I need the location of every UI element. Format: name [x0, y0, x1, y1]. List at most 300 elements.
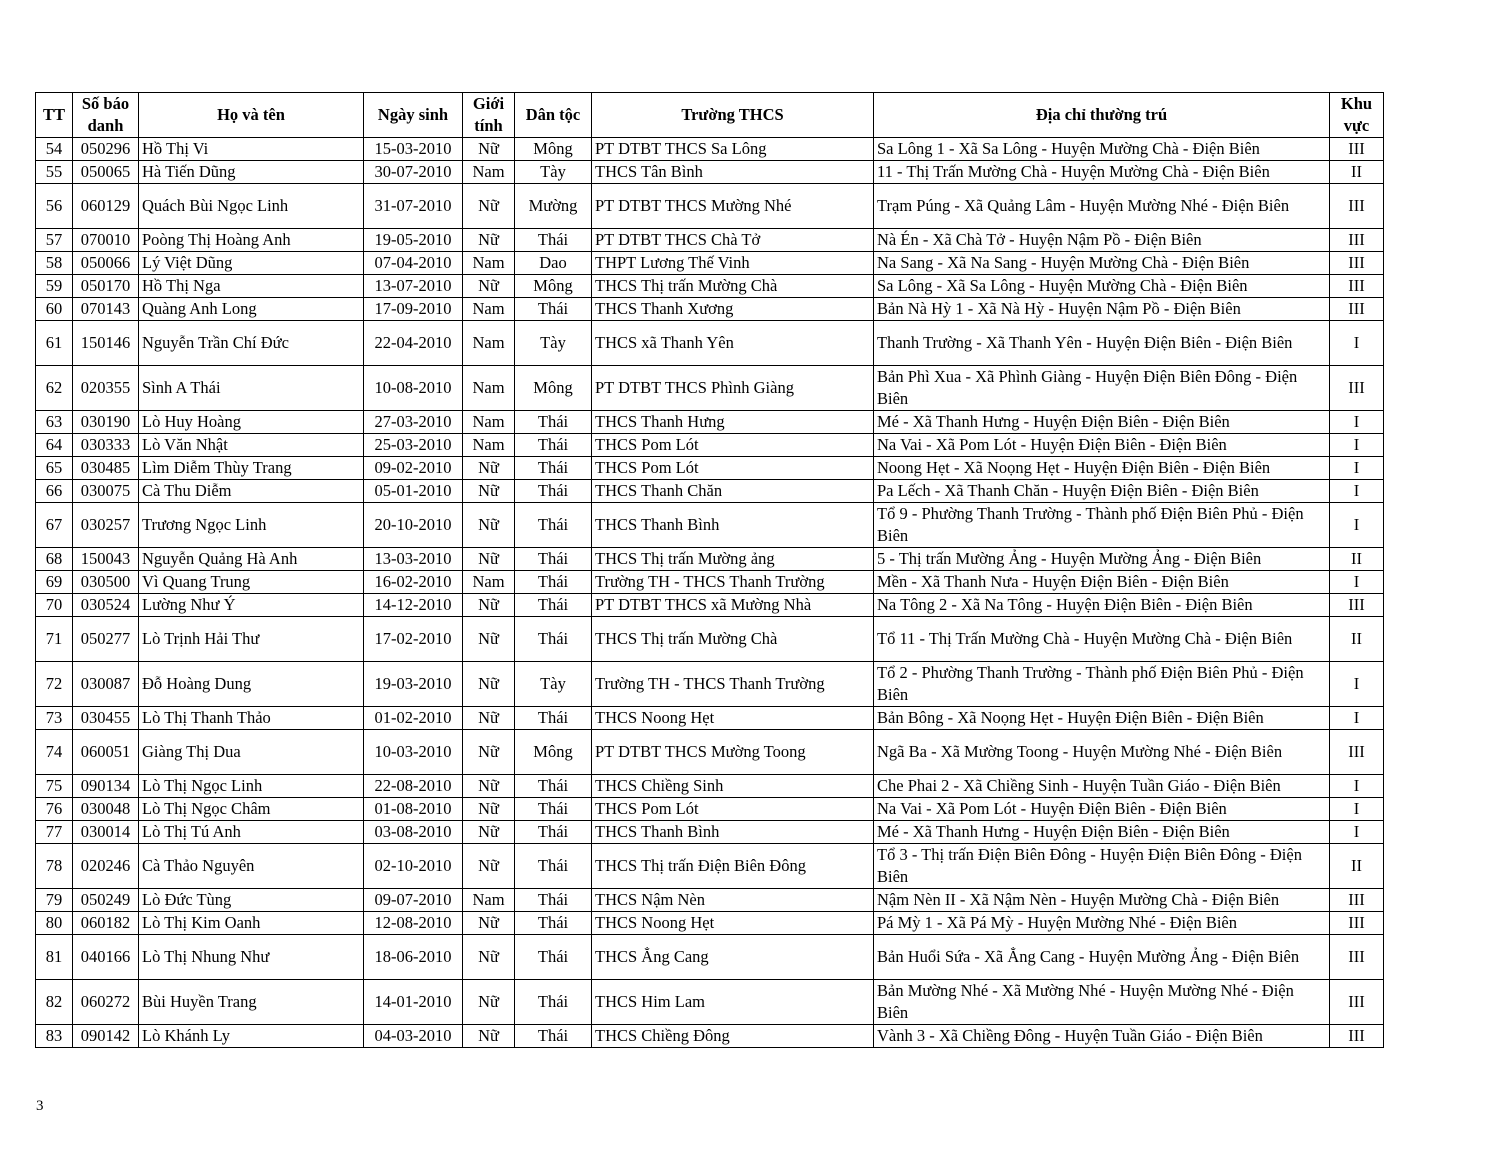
header-tt: TT [36, 93, 73, 138]
row-name: Nguyễn Quảng Hà Anh [139, 548, 364, 571]
row-ethnic: Thái [515, 503, 592, 548]
row-sbd: 030333 [73, 434, 139, 457]
row-tt: 64 [36, 434, 73, 457]
row-sbd: 090142 [73, 1025, 139, 1048]
row-sbd: 050065 [73, 161, 139, 184]
row-sbd: 030524 [73, 594, 139, 617]
row-tt: 79 [36, 889, 73, 912]
row-dob: 25-03-2010 [364, 434, 463, 457]
row-school: THCS Tân Bình [592, 161, 874, 184]
row-sbd: 020246 [73, 844, 139, 889]
row-address: Tổ 11 - Thị Trấn Mường Chà - Huyện Mường Chà - Điện Biên [874, 617, 1330, 662]
row-name: Quàng Anh Long [139, 298, 364, 321]
row-address: Thanh Trường - Xã Thanh Yên - Huyện Điện Biên - Điện Biên [874, 321, 1330, 366]
row-address: Tổ 9 - Phường Thanh Trường - Thành phố Điện Biên Phủ - Điện Biên [874, 503, 1330, 548]
table-row [36, 411, 1384, 434]
row-tt: 78 [36, 844, 73, 889]
row-gender: Nữ [463, 775, 515, 798]
row-tt: 82 [36, 980, 73, 1025]
row-gender: Nữ [463, 457, 515, 480]
row-sbd: 030048 [73, 798, 139, 821]
table-row [36, 662, 1384, 707]
row-school: Trường TH - THCS Thanh Trường [592, 662, 874, 707]
table-row [36, 730, 1384, 775]
row-area: III [1330, 298, 1384, 321]
row-school: PT DTBT THCS Mường Toong [592, 730, 874, 775]
row-school: Trường TH - THCS Thanh Trường [592, 571, 874, 594]
row-ethnic: Thái [515, 1025, 592, 1048]
row-address: Nậm Nèn II - Xã Nậm Nèn - Huyện Mường Chà - Điện Biên [874, 889, 1330, 912]
row-school: THCS Pom Lót [592, 434, 874, 457]
row-name: Sình A Thái [139, 366, 364, 411]
row-sbd: 030075 [73, 480, 139, 503]
table-row [36, 275, 1384, 298]
row-sbd: 030257 [73, 503, 139, 548]
row-sbd: 020355 [73, 366, 139, 411]
row-name: Hồ Thị Nga [139, 275, 364, 298]
row-tt: 66 [36, 480, 73, 503]
row-school: THCS Noong Hẹt [592, 707, 874, 730]
row-tt: 71 [36, 617, 73, 662]
row-address: Bản Huổi Sứa - Xã Ẳng Cang - Huyện Mường Ảng - Điện Biên [874, 935, 1330, 980]
row-sbd: 030014 [73, 821, 139, 844]
row-tt: 58 [36, 252, 73, 275]
row-ethnic: Tày [515, 161, 592, 184]
row-area: I [1330, 411, 1384, 434]
row-gender: Nam [463, 298, 515, 321]
row-name: Lò Thị Tú Anh [139, 821, 364, 844]
header-gender: Giới tính [463, 93, 515, 138]
row-ethnic: Thái [515, 821, 592, 844]
table-row [36, 980, 1384, 1025]
row-school: THCS Thanh Bình [592, 821, 874, 844]
row-tt: 80 [36, 912, 73, 935]
row-school: THCS Nậm Nèn [592, 889, 874, 912]
row-sbd: 030455 [73, 707, 139, 730]
row-name: Hà Tiến Dũng [139, 161, 364, 184]
row-school: THCS Noong Hẹt [592, 912, 874, 935]
table-row [36, 503, 1384, 548]
row-school: PT DTBT THCS Chà Tở [592, 229, 874, 252]
row-name: Lò Văn Nhật [139, 434, 364, 457]
row-school: PT DTBT THCS Phình Giàng [592, 366, 874, 411]
row-gender: Nữ [463, 844, 515, 889]
row-address: Mé - Xã Thanh Hưng - Huyện Điện Biên - Điện Biên [874, 821, 1330, 844]
row-ethnic: Thái [515, 571, 592, 594]
row-ethnic: Thái [515, 480, 592, 503]
row-address: Ngã Ba - Xã Mường Toong - Huyện Mường Nhé - Điện Biên [874, 730, 1330, 775]
row-dob: 22-08-2010 [364, 775, 463, 798]
row-sbd: 030190 [73, 411, 139, 434]
row-ethnic: Thái [515, 298, 592, 321]
row-address: Na Vai - Xã Pom Lót - Huyện Điện Biên - Điện Biên [874, 434, 1330, 457]
table-body [36, 138, 1384, 1048]
row-tt: 75 [36, 775, 73, 798]
row-tt: 76 [36, 798, 73, 821]
row-ethnic: Thái [515, 798, 592, 821]
row-area: III [1330, 275, 1384, 298]
row-gender: Nữ [463, 548, 515, 571]
row-name: Cà Thảo Nguyên [139, 844, 364, 889]
row-dob: 09-02-2010 [364, 457, 463, 480]
row-name: Poòng Thị Hoàng Anh [139, 229, 364, 252]
row-area: III [1330, 889, 1384, 912]
row-gender: Nữ [463, 229, 515, 252]
row-area: I [1330, 662, 1384, 707]
row-school: THCS Thị trấn Mường Chà [592, 275, 874, 298]
row-area: I [1330, 434, 1384, 457]
table-row [36, 229, 1384, 252]
row-dob: 14-01-2010 [364, 980, 463, 1025]
row-school: THCS Thanh Chăn [592, 480, 874, 503]
row-ethnic: Mông [515, 366, 592, 411]
row-school: THCS xã Thanh Yên [592, 321, 874, 366]
header-school: Trường THCS [592, 93, 874, 138]
table-row [36, 138, 1384, 161]
row-tt: 56 [36, 184, 73, 229]
row-sbd: 060051 [73, 730, 139, 775]
row-ethnic: Thái [515, 457, 592, 480]
table-row [36, 184, 1384, 229]
row-dob: 03-08-2010 [364, 821, 463, 844]
row-school: THCS Him Lam [592, 980, 874, 1025]
row-tt: 83 [36, 1025, 73, 1048]
row-area: III [1330, 980, 1384, 1025]
row-area: III [1330, 594, 1384, 617]
row-gender: Nữ [463, 275, 515, 298]
header-address: Địa chỉ thường trú [874, 93, 1330, 138]
row-gender: Nam [463, 434, 515, 457]
row-tt: 70 [36, 594, 73, 617]
row-tt: 60 [36, 298, 73, 321]
row-gender: Nữ [463, 184, 515, 229]
row-name: Lìm Diễm Thùy Trang [139, 457, 364, 480]
row-address: Bản Bông - Xã Noọng Hẹt - Huyện Điện Biên - Điện Biên [874, 707, 1330, 730]
row-tt: 72 [36, 662, 73, 707]
row-school: THCS Thị trấn Điện Biên Đông [592, 844, 874, 889]
row-ethnic: Tày [515, 321, 592, 366]
table-header-row [36, 93, 1384, 138]
row-sbd: 050249 [73, 889, 139, 912]
row-school: THCS Ẳng Cang [592, 935, 874, 980]
row-name: Vì Quang Trung [139, 571, 364, 594]
row-name: Lò Huy Hoàng [139, 411, 364, 434]
row-address: Tổ 2 - Phường Thanh Trường - Thành phố Điện Biên Phủ - Điện Biên [874, 662, 1330, 707]
row-ethnic: Thái [515, 434, 592, 457]
row-gender: Nữ [463, 594, 515, 617]
row-dob: 30-07-2010 [364, 161, 463, 184]
row-sbd: 070143 [73, 298, 139, 321]
row-address: Bản Mường Nhé - Xã Mường Nhé - Huyện Mường Nhé - Điện Biên [874, 980, 1330, 1025]
row-area: II [1330, 844, 1384, 889]
row-gender: Nam [463, 161, 515, 184]
row-address: Nà Én - Xã Chà Tở - Huyện Nậm Pồ - Điện Biên [874, 229, 1330, 252]
row-tt: 59 [36, 275, 73, 298]
row-dob: 31-07-2010 [364, 184, 463, 229]
row-ethnic: Thái [515, 889, 592, 912]
row-ethnic: Mường [515, 184, 592, 229]
row-tt: 67 [36, 503, 73, 548]
row-school: THCS Chiềng Sinh [592, 775, 874, 798]
table-row [36, 321, 1384, 366]
row-name: Lò Thị Ngọc Linh [139, 775, 364, 798]
row-tt: 77 [36, 821, 73, 844]
row-dob: 27-03-2010 [364, 411, 463, 434]
row-ethnic: Thái [515, 411, 592, 434]
row-dob: 17-02-2010 [364, 617, 463, 662]
row-gender: Nữ [463, 480, 515, 503]
row-dob: 22-04-2010 [364, 321, 463, 366]
table-row [36, 571, 1384, 594]
row-sbd: 070010 [73, 229, 139, 252]
row-sbd: 050170 [73, 275, 139, 298]
table-row [36, 434, 1384, 457]
row-gender: Nữ [463, 980, 515, 1025]
row-dob: 19-03-2010 [364, 662, 463, 707]
row-gender: Nữ [463, 1025, 515, 1048]
row-sbd: 030500 [73, 571, 139, 594]
row-area: III [1330, 935, 1384, 980]
row-area: I [1330, 457, 1384, 480]
row-school: THPT Lương Thế Vinh [592, 252, 874, 275]
row-tt: 65 [36, 457, 73, 480]
row-dob: 02-10-2010 [364, 844, 463, 889]
row-ethnic: Thái [515, 548, 592, 571]
row-dob: 10-03-2010 [364, 730, 463, 775]
row-area: I [1330, 480, 1384, 503]
table-row [36, 457, 1384, 480]
row-dob: 05-01-2010 [364, 480, 463, 503]
row-school: PT DTBT THCS Mường Nhé [592, 184, 874, 229]
table-row [36, 844, 1384, 889]
row-dob: 07-04-2010 [364, 252, 463, 275]
table-row [36, 889, 1384, 912]
table-row [36, 594, 1384, 617]
row-name: Lò Thị Kim Oanh [139, 912, 364, 935]
row-tt: 74 [36, 730, 73, 775]
row-sbd: 150043 [73, 548, 139, 571]
row-ethnic: Mông [515, 275, 592, 298]
row-sbd: 030087 [73, 662, 139, 707]
row-area: III [1330, 229, 1384, 252]
row-sbd: 050296 [73, 138, 139, 161]
row-address: Pá Mỳ 1 - Xã Pá Mỳ - Huyện Mường Nhé - Điện Biên [874, 912, 1330, 935]
row-ethnic: Thái [515, 935, 592, 980]
row-school: THCS Thị trấn Mường ảng [592, 548, 874, 571]
row-area: II [1330, 617, 1384, 662]
table-row [36, 912, 1384, 935]
row-name: Lý Việt Dũng [139, 252, 364, 275]
row-ethnic: Thái [515, 594, 592, 617]
row-area: III [1330, 912, 1384, 935]
row-ethnic: Tày [515, 662, 592, 707]
row-gender: Nữ [463, 798, 515, 821]
header-area: Khu vực [1330, 93, 1384, 138]
row-address: Na Sang - Xã Na Sang - Huyện Mường Chà - Điện Biên [874, 252, 1330, 275]
row-school: PT DTBT THCS xã Mường Nhà [592, 594, 874, 617]
row-ethnic: Thái [515, 912, 592, 935]
header-sbd: Số báo danh [73, 93, 139, 138]
row-school: THCS Chiềng Đông [592, 1025, 874, 1048]
row-ethnic: Thái [515, 980, 592, 1025]
row-tt: 73 [36, 707, 73, 730]
row-ethnic: Thái [515, 707, 592, 730]
row-sbd: 030485 [73, 457, 139, 480]
row-tt: 61 [36, 321, 73, 366]
row-dob: 14-12-2010 [364, 594, 463, 617]
row-name: Cà Thu Diễm [139, 480, 364, 503]
row-dob: 13-03-2010 [364, 548, 463, 571]
row-address: Na Tông 2 - Xã Na Tông - Huyện Điện Biên - Điện Biên [874, 594, 1330, 617]
row-address: Bản Phì Xua - Xã Phình Giàng - Huyện Điện Biên Đông - Điện Biên [874, 366, 1330, 411]
page-number: 3 [36, 1098, 44, 1114]
row-gender: Nữ [463, 138, 515, 161]
row-gender: Nam [463, 889, 515, 912]
row-gender: Nữ [463, 912, 515, 935]
row-name: Lò Đức Tùng [139, 889, 364, 912]
row-ethnic: Mông [515, 138, 592, 161]
row-name: Lường Như Ý [139, 594, 364, 617]
row-name: Hồ Thị Vi [139, 138, 364, 161]
row-tt: 69 [36, 571, 73, 594]
row-address: Noong Hẹt - Xã Noọng Hẹt - Huyện Điện Biên - Điện Biên [874, 457, 1330, 480]
row-address: Pa Lếch - Xã Thanh Chăn - Huyện Điện Biên - Điện Biên [874, 480, 1330, 503]
table-row [36, 480, 1384, 503]
row-gender: Nữ [463, 935, 515, 980]
row-ethnic: Thái [515, 617, 592, 662]
row-address: Na Vai - Xã Pom Lót - Huyện Điện Biên - Điện Biên [874, 798, 1330, 821]
row-name: Giàng Thị Dua [139, 730, 364, 775]
row-area: III [1330, 138, 1384, 161]
row-address: Trạm Púng - Xã Quảng Lâm - Huyện Mường Nhé - Điện Biên [874, 184, 1330, 229]
row-school: THCS Thị trấn Mường Chà [592, 617, 874, 662]
row-sbd: 060129 [73, 184, 139, 229]
row-tt: 54 [36, 138, 73, 161]
row-address: 11 - Thị Trấn Mường Chà - Huyện Mường Chà - Điện Biên [874, 161, 1330, 184]
row-school: THCS Pom Lót [592, 798, 874, 821]
row-address: Che Phai 2 - Xã Chiềng Sinh - Huyện Tuần Giáo - Điện Biên [874, 775, 1330, 798]
row-dob: 01-08-2010 [364, 798, 463, 821]
header-name: Họ và tên [139, 93, 364, 138]
row-address: Sa Lông 1 - Xã Sa Lông - Huyện Mường Chà - Điện Biên [874, 138, 1330, 161]
row-dob: 13-07-2010 [364, 275, 463, 298]
row-school: PT DTBT THCS Sa Lông [592, 138, 874, 161]
row-gender: Nữ [463, 730, 515, 775]
table-row [36, 798, 1384, 821]
row-dob: 17-09-2010 [364, 298, 463, 321]
row-name: Lò Thị Nhung Như [139, 935, 364, 980]
row-name: Bùi Huyền Trang [139, 980, 364, 1025]
row-gender: Nữ [463, 617, 515, 662]
row-address: 5 - Thị trấn Mường Ảng - Huyện Mường Ảng - Điện Biên [874, 548, 1330, 571]
table-row [36, 821, 1384, 844]
row-school: THCS Thanh Xương [592, 298, 874, 321]
row-address: Vành 3 - Xã Chiềng Đông - Huyện Tuần Giáo - Điện Biên [874, 1025, 1330, 1048]
row-name: Lò Thị Thanh Thảo [139, 707, 364, 730]
row-dob: 01-02-2010 [364, 707, 463, 730]
row-gender: Nữ [463, 503, 515, 548]
student-list-table [35, 92, 1384, 1048]
table-row [36, 707, 1384, 730]
row-area: I [1330, 775, 1384, 798]
row-gender: Nữ [463, 662, 515, 707]
header-dob: Ngày sinh [364, 93, 463, 138]
row-dob: 10-08-2010 [364, 366, 463, 411]
row-gender: Nam [463, 321, 515, 366]
table-row [36, 366, 1384, 411]
row-sbd: 060272 [73, 980, 139, 1025]
row-address: Tổ 3 - Thị trấn Điện Biên Đông - Huyện Điện Biên Đông - Điện Biên [874, 844, 1330, 889]
row-sbd: 050277 [73, 617, 139, 662]
row-tt: 68 [36, 548, 73, 571]
row-sbd: 050066 [73, 252, 139, 275]
row-ethnic: Mông [515, 730, 592, 775]
row-area: II [1330, 548, 1384, 571]
row-ethnic: Dao [515, 252, 592, 275]
row-dob: 20-10-2010 [364, 503, 463, 548]
row-school: THCS Thanh Bình [592, 503, 874, 548]
row-sbd: 090134 [73, 775, 139, 798]
table-row [36, 252, 1384, 275]
row-area: III [1330, 366, 1384, 411]
row-school: THCS Thanh Hưng [592, 411, 874, 434]
row-name: Đỗ Hoàng Dung [139, 662, 364, 707]
row-ethnic: Thái [515, 229, 592, 252]
row-school: THCS Pom Lót [592, 457, 874, 480]
row-area: III [1330, 184, 1384, 229]
row-area: I [1330, 321, 1384, 366]
row-tt: 81 [36, 935, 73, 980]
table-row [36, 935, 1384, 980]
row-tt: 63 [36, 411, 73, 434]
row-sbd: 040166 [73, 935, 139, 980]
row-sbd: 060182 [73, 912, 139, 935]
row-dob: 12-08-2010 [364, 912, 463, 935]
row-area: I [1330, 798, 1384, 821]
row-gender: Nam [463, 411, 515, 434]
row-address: Sa Lông - Xã Sa Lông - Huyện Mường Chà - Điện Biên [874, 275, 1330, 298]
header-ethnic: Dân tộc [515, 93, 592, 138]
row-tt: 57 [36, 229, 73, 252]
row-name: Nguyễn Trần Chí Đức [139, 321, 364, 366]
table-row [36, 1025, 1384, 1048]
table-row [36, 161, 1384, 184]
row-dob: 15-03-2010 [364, 138, 463, 161]
row-area: I [1330, 707, 1384, 730]
row-gender: Nam [463, 252, 515, 275]
row-dob: 04-03-2010 [364, 1025, 463, 1048]
row-dob: 09-07-2010 [364, 889, 463, 912]
row-name: Lò Khánh Ly [139, 1025, 364, 1048]
row-gender: Nam [463, 366, 515, 411]
row-dob: 19-05-2010 [364, 229, 463, 252]
row-ethnic: Thái [515, 775, 592, 798]
row-area: II [1330, 161, 1384, 184]
row-name: Lò Thị Ngọc Châm [139, 798, 364, 821]
row-ethnic: Thái [515, 844, 592, 889]
row-sbd: 150146 [73, 321, 139, 366]
row-name: Lò Trịnh Hải Thư [139, 617, 364, 662]
row-name: Trương Ngọc Linh [139, 503, 364, 548]
row-area: I [1330, 503, 1384, 548]
row-name: Quách Bùi Ngọc Linh [139, 184, 364, 229]
table-row [36, 548, 1384, 571]
row-gender: Nữ [463, 821, 515, 844]
row-address: Bản Nà Hỳ 1 - Xã Nà Hỳ - Huyện Nậm Pồ - Điện Biên [874, 298, 1330, 321]
row-area: III [1330, 1025, 1384, 1048]
table-row [36, 775, 1384, 798]
row-area: III [1330, 730, 1384, 775]
